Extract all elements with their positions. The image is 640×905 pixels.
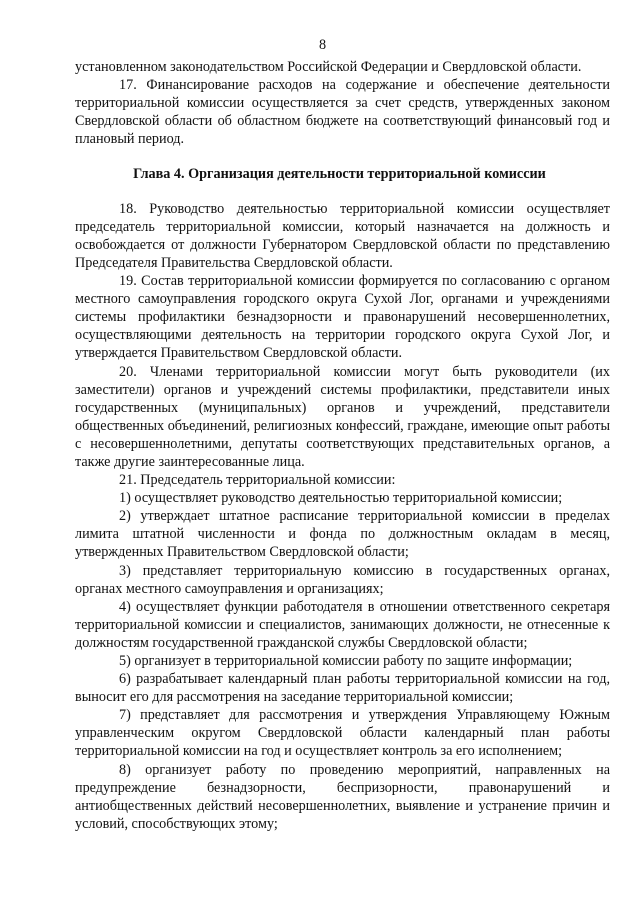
list-item-7: 7) представляет для рассмотрения и утверждения Управляющему Южным управленческим округом Свердловской области календарный план работы территориальной комиссии на год и осуществляет контроль за его исполнением; [75, 707, 610, 760]
list-item-5: 5) организует в территориальной комиссии работу по защите информации; [119, 653, 573, 669]
paragraph-17: 17. Финансирование расходов на содержание и обеспечение деятельности территориальной комиссии осуществляется за счет средств, утвержденных законом Свердловской области об областном бюджете на соответствующий финансовый год и плановый период. [75, 77, 610, 148]
list-item-3: 3) представляет территориальную комиссию в государственных органах, органах местного самоуправления и организациях; [75, 562, 610, 597]
paragraph-19: 19. Состав территориальной комиссии формируется по согласованию с органом местного самоуправления городского округа Сухой Лог, органами и учреждениями системы профилактики безнадзорности и правонарушений несовершеннолетних, осуществляющими деятельность на территории городского округа Сухой Лог, и утверждается Правительством Свердловской области. [75, 273, 610, 362]
paragraph-20: 20. Членами территориальной комиссии могут быть руководители (их заместители) органов и учреждений системы профилактики, представители иных государственных (муниципальных) органов и учреждений, представители общественных объединений, религиозных конфессий, граждане, имеющие опыт работы с несовершеннолетними, депутаты соответствующих представительных органов, а также другие заинтересованные лица. [75, 363, 610, 470]
list-item-2: 2) утверждает штатное расписание территориальной комиссии в пределах лимита штатной численности и фонда по должностным окладам в месяц, утвержденных Правительством Свердловской области; [75, 508, 610, 561]
page-number: 8 [318, 37, 327, 53]
intro-continuation: установленном законодательством Российской Федерации и Свердловской области. [75, 59, 582, 76]
paragraph-18: 18. Руководство деятельностью территориальной комиссии осуществляет председатель территориальной комиссии, который назначается на должность и освобождается от должности Губернатором Свердловской области по представлению Председателя Правительства Свердловской области. [75, 200, 610, 271]
list-item-8: 8) организует работу по проведению мероприятий, направленных на предупреждение безнадзорности, беспризорности, правонарушений и антиобщественных действий несовершеннолетних, выявление и устранение причин и условий, способствующих этому; [75, 761, 610, 832]
list-item-1: 1) осуществляет руководство деятельностью территориальной комиссии; [119, 490, 563, 507]
paragraph-21-intro: 21. Председатель территориальной комиссии: [119, 472, 396, 489]
chapter-heading: Глава 4. Организация деятельности территориальной комиссии [133, 165, 546, 182]
list-item-4: 4) осуществляет функции работодателя в отношении ответственного секретаря территориальной комиссии и специалистов, занимающих должности, не отнесенные к должностям государственной гражданской службы Свердловской области; [75, 598, 610, 651]
list-item-6: 6) разрабатывает календарный план работы территориальной комиссии на год, выносит его для рассмотрения на заседание территориальной комиссии; [75, 671, 610, 706]
